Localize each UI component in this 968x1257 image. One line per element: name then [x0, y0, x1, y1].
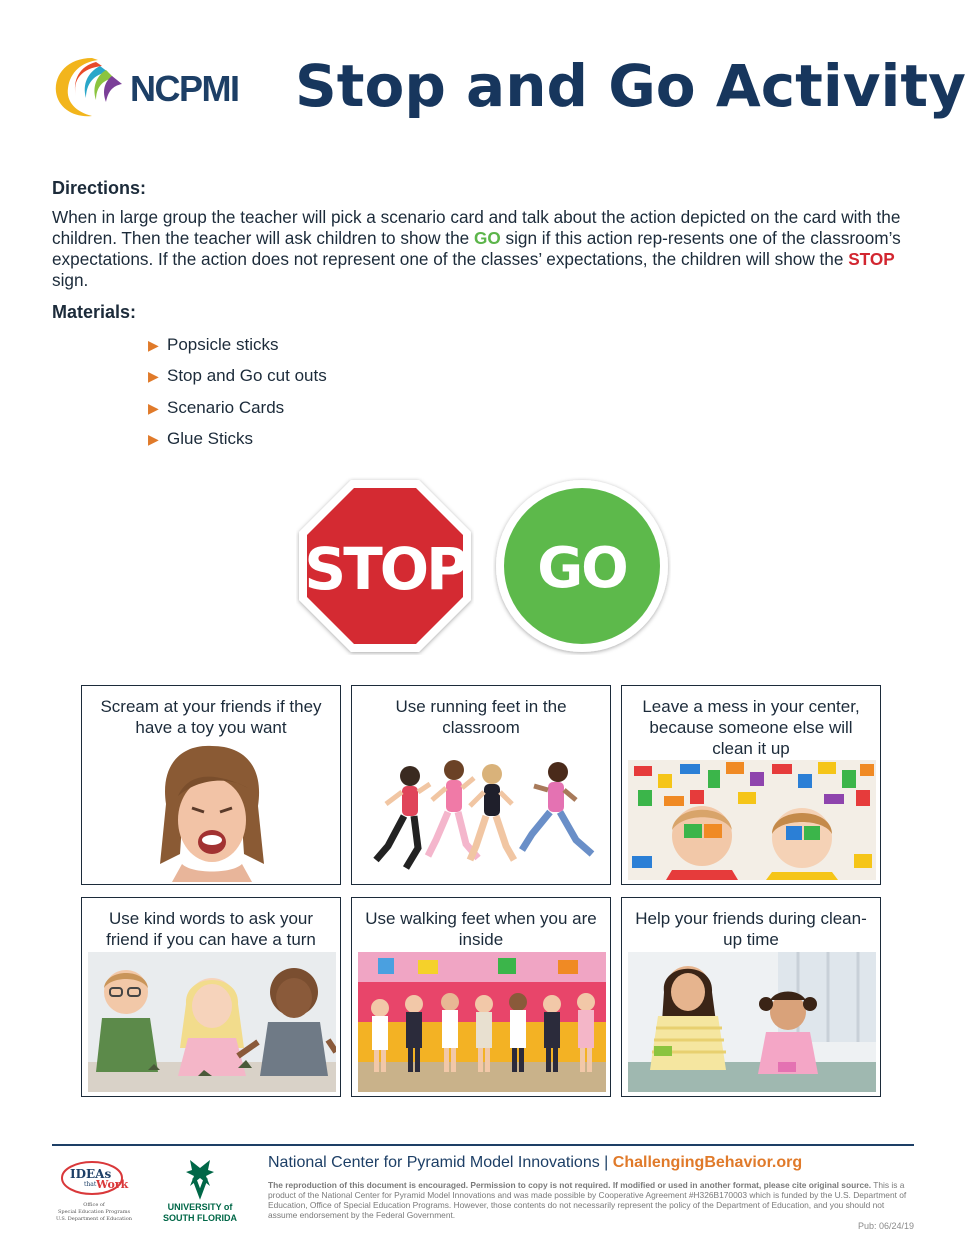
footer-fine-text: This is a product of the National Center for Pyramid Model Innovations and was made possible by Cooperative Agreement #H326B170003 which is funded by the U.S. Department of Education, Office of Special Education Programs. However, those contents do not necessarily represent the policy of the Department of Education, and you should not assume endorsement by the Federal Government. [268, 1180, 907, 1220]
list-item [148, 397, 327, 428]
card-text: Use kind words to ask your friend if you can have a turn [106, 909, 316, 949]
publication-date: Pub: 06/24/19 [857, 1221, 914, 1231]
scenario-card [621, 685, 881, 885]
material-label: Glue Sticks [167, 428, 253, 448]
usf-logo-word: UNIVERSITY of [167, 1202, 233, 1212]
card-text: Use walking feet when you are inside [365, 909, 597, 949]
ideas-logo-word: Work [96, 1178, 129, 1191]
usf-logo-word: SOUTH FLORIDA [163, 1213, 237, 1223]
children-sharing-image [88, 952, 336, 1092]
stop-word: STOP [848, 249, 895, 269]
go-word: GO [473, 228, 501, 248]
material-label: Stop and Go cut outs [167, 366, 327, 386]
children-with-blocks-image [628, 760, 876, 880]
footer-divider [52, 1144, 914, 1146]
children-walking-line-image [358, 952, 606, 1092]
ideas-logo-sub: Special Education Programs [57, 1209, 131, 1215]
directions-heading: Directions: [52, 178, 147, 198]
scenario-card [351, 897, 611, 1097]
list-item [148, 365, 327, 396]
scenario-card [351, 685, 611, 885]
triangle-right-icon: ▶ [148, 337, 159, 353]
ideas-logo-sub: U.S. Department of Education [56, 1216, 132, 1222]
screaming-child-image [152, 744, 272, 882]
stop-sign [296, 477, 474, 655]
triangle-right-icon: ▶ [148, 430, 159, 447]
material-label: Popsicle sticks [167, 335, 279, 354]
footer-website-link[interactable]: ChallengingBehavior.org [612, 1154, 803, 1171]
directions-text [52, 207, 902, 291]
directions-text-part3: sign. [52, 270, 89, 290]
list-item [148, 428, 327, 459]
card-text: Use running feet in the classroom [395, 697, 567, 737]
footer-fine-print [268, 1180, 908, 1220]
footer-org-name: National Center for Pyramid Model Innovations [268, 1154, 600, 1171]
materials-heading: Materials: [52, 302, 137, 322]
ideas-that-work-logo-graphic [54, 1158, 134, 1224]
ideas-that-work-logo [54, 1158, 134, 1224]
go-label: GO [537, 536, 627, 601]
ncpmi-logo [52, 52, 252, 122]
stop-label: STOP [304, 535, 466, 603]
scenario-card [81, 685, 341, 885]
footer-org-line [268, 1154, 802, 1172]
directions-text-part1: When in large group the teacher will pick a scenario card and talk about the action depicted on the card with the children. Then the teacher will ask children to show the [52, 207, 901, 248]
ncpmi-swirl-icon [52, 52, 132, 122]
ideas-logo-word: IDEAs [70, 1167, 112, 1181]
ideas-logo-word: that [84, 1181, 97, 1188]
logo-text: NCPMI [130, 68, 239, 109]
material-label: Scenario Cards [167, 397, 285, 417]
scenario-card [81, 897, 341, 1097]
card-text: Leave a mess in your center, because someone else will clean it up [642, 697, 860, 758]
running-children-image [362, 760, 602, 880]
usf-logo-graphic [160, 1156, 240, 1226]
card-text: Scream at your friends if they have a toy you want [100, 697, 322, 737]
list-item [148, 334, 327, 365]
triangle-right-icon: ▶ [148, 399, 159, 416]
usf-logo [160, 1156, 240, 1226]
footer-separator: | [599, 1154, 613, 1171]
footer-fine-bold: The reproduction of this document is encouraged. Permission to copy is not required. If modified or used in another format, please cite original source. [268, 1180, 872, 1190]
ideas-logo-sub: Office of [83, 1202, 105, 1208]
children-cleaning-image [628, 952, 876, 1092]
triangle-right-icon: ▶ [148, 368, 159, 385]
card-text: Help your friends during clean-up time [635, 909, 867, 949]
directions-text-part2: sign if this action rep-resents one of the classroom’s expectations. If the action does not represent one of the classes’ expectations, the children will show the [52, 228, 901, 269]
materials-list [148, 334, 327, 459]
scenario-card [621, 897, 881, 1097]
go-sign [493, 477, 671, 655]
page-title: Stop and Go Activity [295, 52, 966, 120]
